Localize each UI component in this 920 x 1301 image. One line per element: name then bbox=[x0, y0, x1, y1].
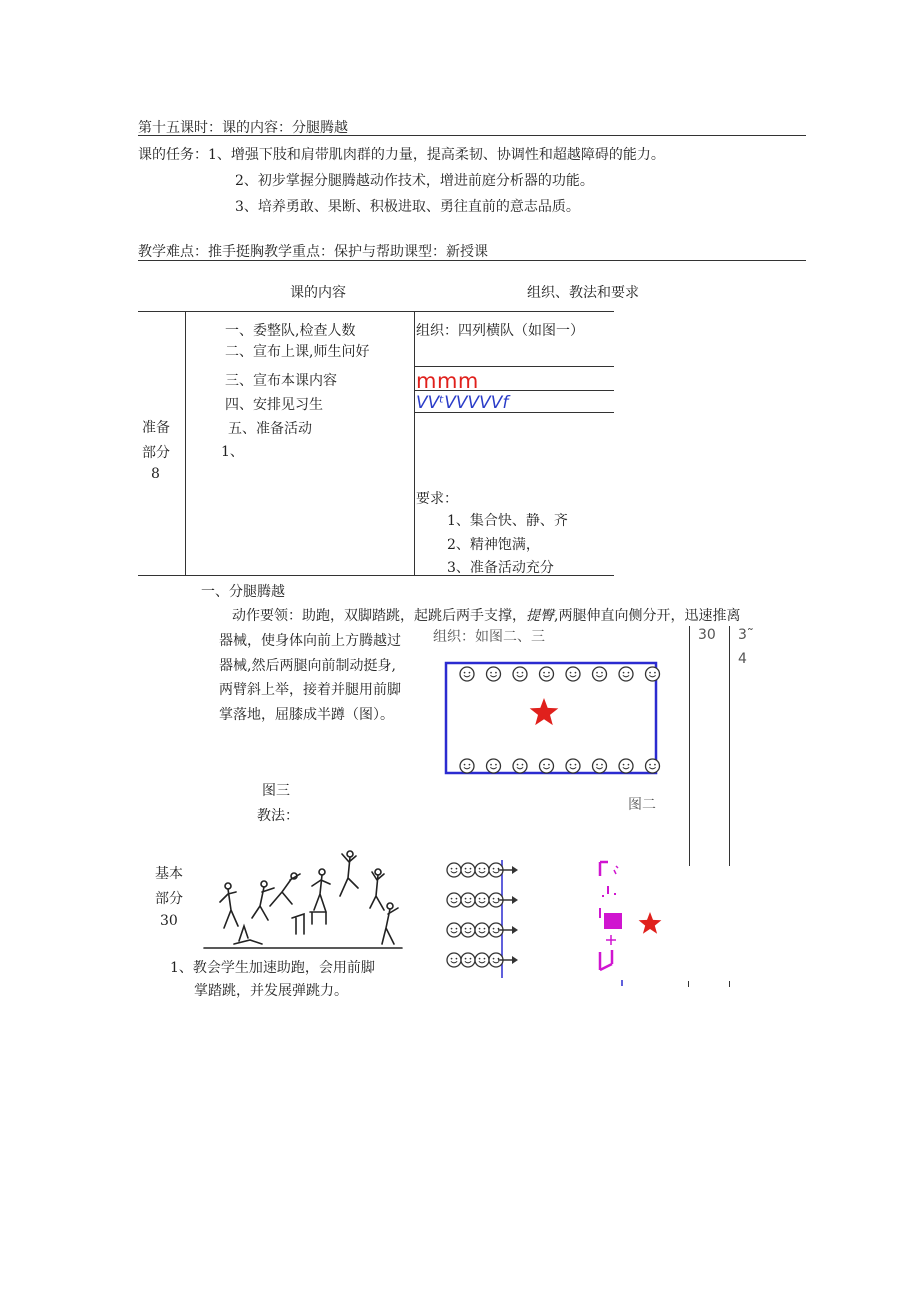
row-4-arrow-head bbox=[512, 956, 518, 964]
student-top-1 bbox=[460, 667, 474, 681]
figure-organization: 组织：如图二、三 bbox=[433, 629, 545, 645]
prep-top-border bbox=[138, 311, 614, 312]
basic-label-1: 基本 bbox=[155, 866, 183, 882]
row-2-arrow-head bbox=[512, 896, 518, 904]
requirement-2: 2、精神饱满， bbox=[447, 537, 540, 553]
col-header-content: 课的内容 bbox=[290, 285, 346, 301]
row-3-arrow-head bbox=[512, 926, 518, 934]
row-4-student-1 bbox=[447, 953, 461, 967]
method-label: 教法： bbox=[257, 808, 299, 824]
requirements-label: 要求： bbox=[416, 491, 458, 507]
basic-time: 30 bbox=[698, 627, 716, 643]
student-bottom-3 bbox=[513, 759, 527, 773]
student-top-2 bbox=[487, 667, 501, 681]
magenta-plus bbox=[606, 935, 616, 945]
task-item-3: 3、培养勇敢、果断、积极进取、勇往直前的意志品质。 bbox=[235, 199, 580, 215]
formation-red-row: mmm bbox=[416, 369, 479, 393]
student-bottom-4 bbox=[540, 759, 554, 773]
basic-label-2: 部分 bbox=[155, 891, 183, 907]
essentials-line-1 bbox=[232, 605, 740, 625]
row-2-student-1 bbox=[447, 893, 461, 907]
time-column-line-1 bbox=[689, 626, 690, 866]
essentials-line-5: 掌落地，屈膝成半蹲（图）。 bbox=[219, 707, 394, 723]
time-column-line-2 bbox=[729, 626, 730, 866]
org-row-line-1 bbox=[414, 366, 614, 367]
magenta-mark-small bbox=[614, 866, 618, 874]
teacher-star bbox=[530, 698, 559, 725]
student-top-8 bbox=[646, 667, 660, 681]
basic-label-3: 30 bbox=[160, 913, 178, 929]
title-underline bbox=[138, 135, 806, 136]
apparatus-star bbox=[639, 912, 662, 934]
figure-2-label: 图二 bbox=[628, 797, 656, 813]
magenta-mark-bottom bbox=[600, 950, 612, 970]
stray-mark-1 bbox=[688, 981, 689, 987]
col-header-organization: 组织、教法和要求 bbox=[527, 285, 639, 301]
row-3-student-1 bbox=[447, 923, 461, 937]
student-bottom-8 bbox=[646, 759, 660, 773]
prep-item-2: 二、宣布上课,师生问好 bbox=[225, 344, 370, 360]
figure-3-label: 图三 bbox=[262, 783, 290, 799]
essentials-line-3: 器械,然后两腿向前制动挺身, bbox=[219, 658, 396, 674]
essentials-text-a: 动作要领：助跑，双脚踏跳，起跳后两手支撑， bbox=[232, 608, 526, 624]
prep-item-1: 一、委整队,检查人数 bbox=[225, 323, 356, 339]
row-4-student-2 bbox=[461, 953, 475, 967]
task-item-1: 1、增强下肢和肩带肌肉群的力量，提高柔韧、协调性和超越障碍的能力。 bbox=[208, 147, 665, 163]
magenta-mark-top bbox=[600, 862, 608, 876]
prep-divider-2 bbox=[414, 311, 415, 575]
student-bottom-5 bbox=[566, 759, 580, 773]
difficulty-underline bbox=[138, 260, 806, 261]
repetitions-1: 3˜ bbox=[738, 627, 754, 643]
figure-2-diagram bbox=[440, 655, 662, 780]
difficulty-line: 教学难点：推手挺胸教学重点：保护与帮助课型：新授课 bbox=[138, 244, 488, 260]
arrow-rows-diagram bbox=[444, 858, 524, 980]
requirement-1: 1、集合快、静、齐 bbox=[447, 513, 568, 529]
row-1-student-2 bbox=[461, 863, 475, 877]
requirement-3: 3、准备活动充分 bbox=[447, 560, 554, 576]
row-1-student-1 bbox=[447, 863, 461, 877]
essentials-text-b: 提臀 bbox=[526, 608, 554, 624]
basic-title: 一、分腿腾越 bbox=[201, 584, 285, 600]
row-3-student-3 bbox=[475, 923, 489, 937]
prep-item-5: 五、准备活动 bbox=[228, 421, 312, 437]
prep-label-2: 部分 bbox=[142, 445, 170, 461]
lesson-title: 第十五课时：课的内容：分腿腾越 bbox=[138, 120, 348, 136]
method-item-1b: 掌踏跳，并发展弹跳力。 bbox=[194, 983, 348, 999]
apparatus-diagram bbox=[592, 858, 662, 986]
formation-blue-row: VVᵗVVVVVf bbox=[416, 393, 509, 413]
essentials-text-c: ,两腿伸直向侧分开，迅速推离 bbox=[554, 608, 741, 624]
stray-mark-2 bbox=[729, 981, 730, 987]
prep-divider-1 bbox=[185, 311, 186, 575]
prep-item-6: 1、 bbox=[221, 444, 244, 460]
student-top-3 bbox=[513, 667, 527, 681]
row-3-student-2 bbox=[461, 923, 475, 937]
vault-sequence-illustration bbox=[204, 848, 402, 950]
task-line-1 bbox=[138, 144, 665, 164]
student-top-6 bbox=[593, 667, 607, 681]
essentials-line-2: 器械，使身体向前上方腾越过 bbox=[219, 633, 401, 649]
magenta-mark-dots bbox=[602, 886, 616, 896]
prep-item-4: 四、安排见习生 bbox=[225, 397, 323, 413]
student-top-5 bbox=[566, 667, 580, 681]
row-1-arrow-head bbox=[512, 866, 518, 874]
essentials-line-4: 两臂斜上举，接着并腿用前脚 bbox=[219, 682, 401, 698]
student-bottom-2 bbox=[487, 759, 501, 773]
row-1-student-3 bbox=[475, 863, 489, 877]
task-item-2: 2、初步掌握分腿腾越动作技术，增进前庭分析器的功能。 bbox=[235, 173, 594, 189]
student-bottom-7 bbox=[619, 759, 633, 773]
prep-organization: 组织：四列横队（如图一） bbox=[416, 323, 584, 339]
student-bottom-1 bbox=[460, 759, 474, 773]
prep-label-1: 准备 bbox=[142, 420, 170, 436]
prep-label-3: 8 bbox=[151, 466, 160, 482]
repetitions-2: 4 bbox=[738, 651, 747, 667]
task-label: 课的任务： bbox=[138, 147, 208, 163]
prep-item-3: 三、宣布本课内容 bbox=[225, 373, 337, 389]
row-4-student-3 bbox=[475, 953, 489, 967]
vaulting-box bbox=[604, 913, 622, 929]
row-2-student-3 bbox=[475, 893, 489, 907]
method-item-1a: 1、教会学生加速助跑，会用前脚 bbox=[170, 960, 375, 976]
student-top-7 bbox=[619, 667, 633, 681]
student-bottom-6 bbox=[593, 759, 607, 773]
student-top-4 bbox=[540, 667, 554, 681]
row-2-student-2 bbox=[461, 893, 475, 907]
